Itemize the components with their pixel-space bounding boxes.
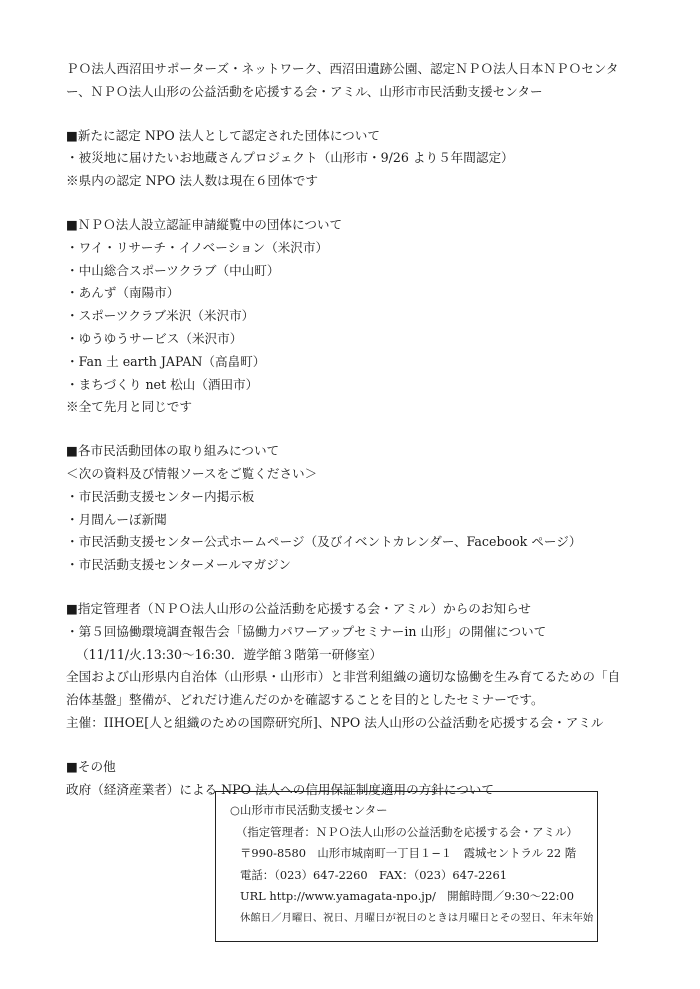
contact-manager: （指定管理者：ＮＰＯ法人山形の公益活動を応援する会・アミル） [236,824,578,839]
intro-line-2: ー、ＮＰＯ法人山形の公益活動を応援する会・アミル、山形市市民活動支援センター [66,83,543,99]
section-heading-manager: ■指定管理者（ＮＰＯ法人山形の公益活動を応援する会・アミル）からのお知らせ [66,600,531,616]
event-description-1: 全国および山形県内自治体（山形県・山形市）と非営利組織の適切な協働を生み育てるための「自 [66,669,621,685]
list-item: ・中山総合スポーツクラブ（中山町） [66,262,280,278]
contact-phone-fax: 電話：（023）647-2260 FAX：（023）647-2261 [240,867,508,882]
list-item: ・ゆうゆうサービス（米沢市） [66,330,243,346]
list-item: ・ワイ・リサーチ・イノベーション（米沢市） [66,239,329,255]
section-heading-activities: ■各市民活動団体の取り組みについて [66,443,280,459]
section-subheading: ＜次の資料及び情報ソースをご覧ください＞ [66,465,318,481]
list-item: ・市民活動支援センター内掲示板 [66,488,255,504]
section-text: 政府（経済産業者）による NPO 法人への信用保証制度適用の方針について [66,781,494,797]
list-item: ・Fan 土 earth JAPAN（高畠町） [66,353,266,369]
contact-address: 〒990-8580 山形市城南町一丁目１−１ 霞城セントラル 22 階 [240,846,577,861]
list-item: ・あんず（南陽市） [66,285,180,301]
section-note: ※県内の認定 NPO 法人数は現在６団体です [66,173,318,189]
event-schedule: （11/11/火.13:30～16:30．遊学館３階第一研修室） [76,646,383,662]
contact-url-hours: URL http://www.yamagata-npo.jp/ 開館時間／9:30～22:00 [240,889,574,904]
list-item: ・市民活動支援センター公式ホームページ（及びイベントカレンダー、Facebook ページ） [66,534,582,550]
contact-closed-days: 休館日／月曜日、祝日、月曜日が祝日のときは月曜日とその翌日、年末年始 [240,911,594,924]
section-heading-applications: ■ＮＰＯ法人設立認証申請縦覧中の団体について [66,216,343,232]
list-item: ・月間んーぼ新聞 [66,511,167,527]
list-item: ・市民活動支援センターメールマガジン [66,557,291,573]
contact-name: ○山形市市民活動支援センター [230,803,388,817]
event-organizer: 主催：IIHOE[人と組織のための国際研究所]、NPO 法人山形の公益活動を応援する会・アミル [66,714,604,730]
list-item: ・まちづくり net 松山（酒田市） [66,376,259,392]
intro-line-1: ＰＯ法人西沼田サポーターズ・ネットワーク、西沼田遺跡公園、認定ＮＰＯ法人日本ＮＰＯセンタ [66,61,619,76]
document-body [66,58,626,801]
list-item: ・第５回協働環境調査報告会「協働力パワーアップセミナーin 山形」の開催について [66,623,547,639]
event-description-2: 治体基盤」整備が、どれだけ進んだのかを確認することを目的としたセミナーです。 [66,692,544,708]
section-heading-new-certified: ■新たに認定 NPO 法人として認定された団体について [66,127,380,143]
section-heading-other: ■その他 [66,758,116,774]
list-item: ・被災地に届けたいお地蔵さんプロジェクト（山形市・9/26 より５年間認定） [66,150,514,166]
section-note: ※全て先月と同じです [66,399,192,415]
list-item: ・スポーツクラブ米沢（米沢市） [66,308,255,324]
contact-box [215,791,598,942]
